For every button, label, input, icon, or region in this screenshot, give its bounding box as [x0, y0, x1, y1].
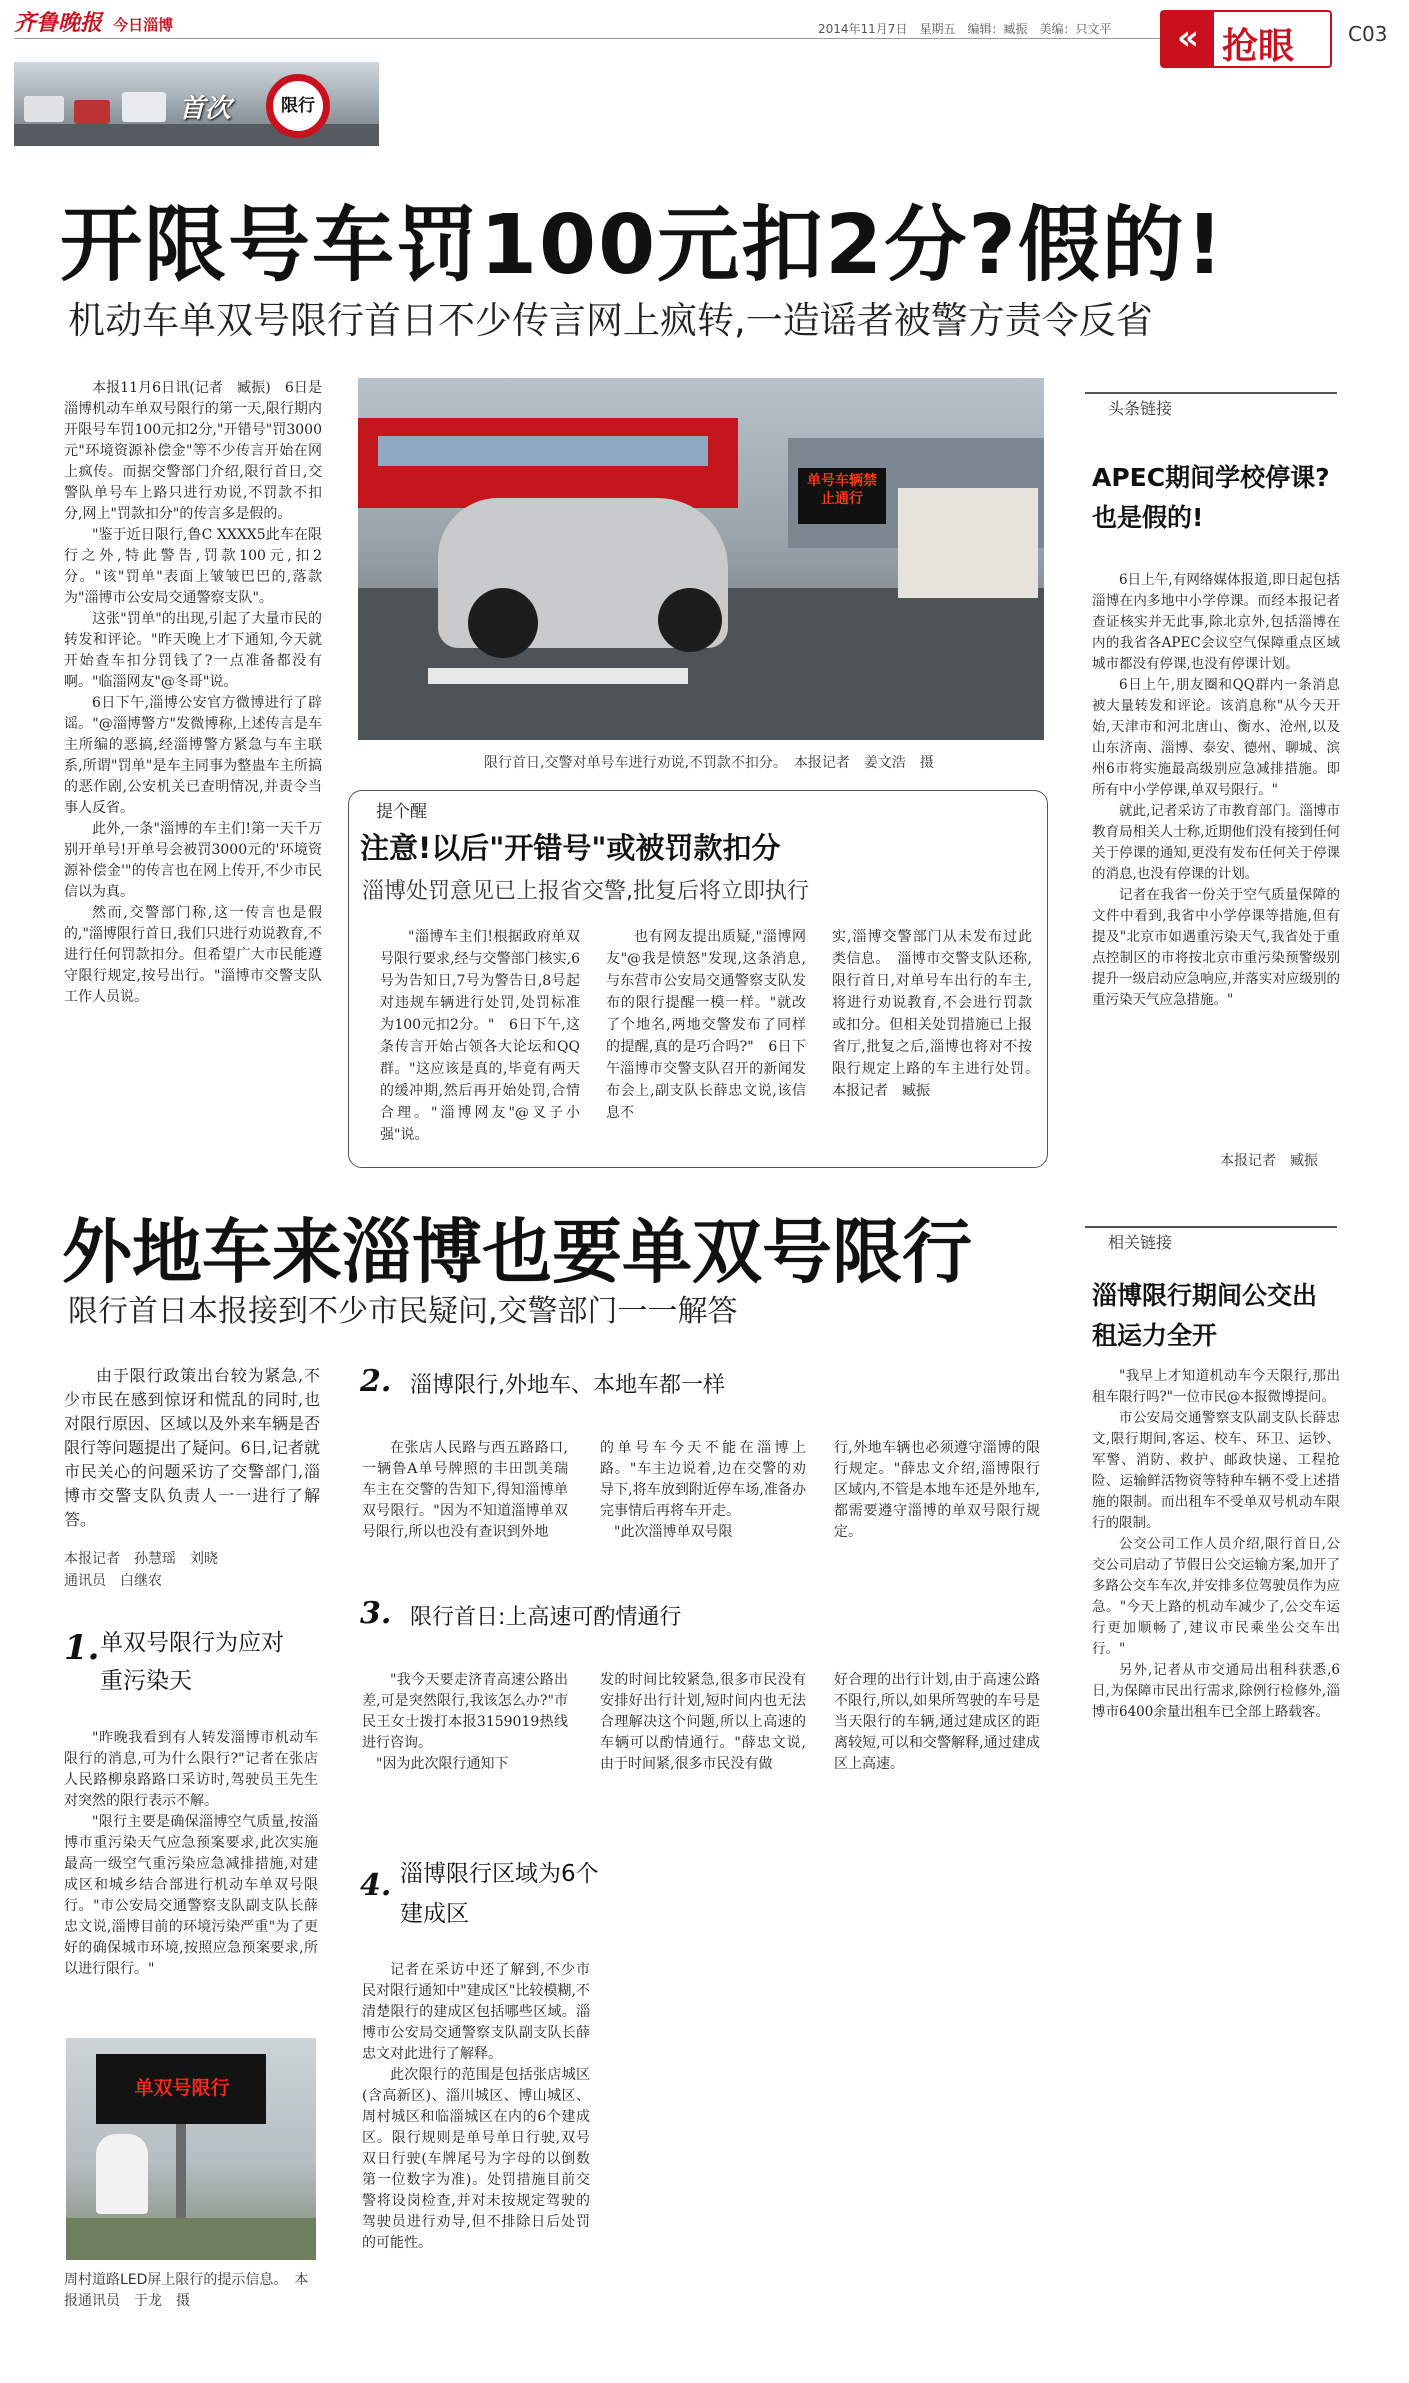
- banner-sign-text: 限行: [281, 96, 315, 116]
- masthead: [14, 6, 184, 40]
- banner-title: 首次: [179, 94, 232, 124]
- side1-paragraph: 6日上午,有网络媒体报道,即日起包括淄博在内多地中小学停课。而经本报记者查证核实并无此事,除北京外,包括淄博在内的我省各APEC会议空气保障重点区域城市都没有停课,也没有停课计划。: [1092, 572, 1340, 672]
- led-photo-caption: 周村道路LED屏上限行的提示信息。 本报通讯员 于龙 摄: [64, 2272, 309, 2309]
- side2-title: 淄博限行期间公交出租运力全开: [1092, 1281, 1318, 1350]
- lead-paragraph: 此外,一条"淄博的车主们!第一天千万别开单号!开单号会被罚3000元的'环境资源补偿金'"的传言也在网上传开,不少市民信以为真。: [64, 821, 322, 900]
- column-tag: [1160, 10, 1332, 68]
- q4-body: [362, 1960, 590, 2254]
- q3-number: 3.: [360, 1596, 392, 1631]
- second-headline: 外地车来淄博也要单双号限行: [62, 1211, 972, 1293]
- second-subhead: 限行首日本报接到不少市民疑问,交警部门一一解答: [68, 1294, 738, 1329]
- side2-paragraph: 公交公司工作人员介绍,限行首日,公交公司启动了节假日公交运输方案,加开了多路公交车车次,并安排多位驾驶员作为应急。"今天上路的机动车减少了,公交车运行更加顺畅了,建议市民乘坐公交车出行。": [1092, 1536, 1340, 1657]
- header-rule: [14, 38, 1164, 39]
- q1-paragraph: "限行主要是确保淄博空气质量,按淄博市重污染天气应急预案要求,此次实施最高一级空气重污染应急减排措施,对建成区和城乡结合部进行机动车单双号限行。"市公安局交通警察支队副支队长薛忠文说,淄博目前的环境污染严重"为了更好的确保城市环境,按照应急预案要求,所以进行限行。": [64, 1814, 318, 1977]
- masthead-logo: 齐鲁晚报: [14, 10, 103, 36]
- reminder-column-1: "淄博车主们!根据政府单双号限行要求,经与交警部门核实,6号为告知日,7号为警告日,8号起对违规车辆进行处罚,处罚标准为100元扣2分。" 6日下午,这条传言开始占领各大论坛和QQ群。"这应该是真的,毕竟有两天的缓冲期,然后再开始处罚,合情合理。"淄博网友"@叉子小强"说。: [380, 929, 580, 1143]
- side1-label: 头条链接: [1108, 399, 1173, 418]
- q1-paragraph: "昨晚我看到有人转发淄博市机动车限行的消息,可为什么限行?"记者在张店人民路柳泉路路口采访时,驾驶员王先生对突然的限行表示不解。: [64, 1730, 318, 1809]
- side1-title: APEC期间学校停课?也是假的!: [1092, 463, 1330, 532]
- lead-photo-caption: 限行首日,交警对单号车进行劝说,不罚款不扣分。 本报记者 姜文浩 摄: [484, 755, 934, 771]
- reminder-tag: 提个醒: [372, 797, 431, 822]
- reminder-column-3: 实,淄博交警部门从未发布过此类信息。 淄博市交警支队还称,限行首日,对单号车出行的车主,将进行劝说教育,不会进行罚款或扣分。但相关处罚措施已上报省厅,批复之后,淄博也将对不按限行规定上路的车主进行处罚。 本报记者 臧振: [832, 929, 1046, 1099]
- q2-number: 2.: [360, 1364, 392, 1399]
- q2-column-1: 在张店人民路与西五路路口,一辆鲁A单号牌照的丰田凯美瑞车主在交警的告知下,得知淄博单双号限行。"因为不知道淄博单双号限行,所以也没有查识到外地: [362, 1440, 568, 1540]
- side2-paragraph: 市公安局交通警察支队副支队长薛忠文,限行期间,客运、校车、环卫、运钞、军警、消防、救护、邮政快递、工程抢险、运输鲜活物资等特种车辆不受上述措施的限制。而出租车不受单双号机动车限行的限制。: [1092, 1410, 1340, 1531]
- q2-column-3: 行,外地车辆也必须遵守淄博的限行规定。"薛忠文介绍,淄博限行区域内,不管是本地车还是外地车,都需要遵守淄博的单双号限行规定。: [834, 1440, 1040, 1540]
- side1-byline: 本报记者 臧振: [1220, 1153, 1318, 1169]
- lead-paragraph: 然而,交警部门称,这一传言也是假的,"淄博限行首日,我们只进行劝说教育,不进行任何罚款扣分。但希望广大市民能遵守限行规定,按号出行。"淄博市交警支队工作人员说。: [64, 905, 322, 1005]
- second-byline: 本报记者 孙慧瑶 刘晓 通讯员 白继农: [64, 1551, 218, 1589]
- reminder-title: 注意!以后"开错号"或被罚款扣分: [360, 831, 781, 865]
- q3-column-3: 好合理的出行计划,由于高速公路不限行,所以,如果所驾驶的车号是当天限行的车辆,通过建成区的距离较短,可以和交警解释,通过建成区上高速。: [834, 1672, 1040, 1772]
- q4-paragraph: 此次限行的范围是包括张店城区(含高新区)、淄川城区、博山城区、周村城区和临淄城区在内的6个建成区。限行规则是单号单日行驶,双号双日行驶(车牌尾号为字母的以倒数第一位数字为准)。处罚措施目前交警将设岗检查,并对未按规定驾驶的驾驶员进行劝导,但不排除日后处罚的可能性。: [362, 2067, 590, 2251]
- side1-paragraph: 就此,记者采访了市教育部门。淄博市教育局相关人士称,近期他们没有接到任何关于停课的通知,更没有发布任何关于停课的消息,也没有停课的计划。: [1092, 803, 1340, 882]
- q4-paragraph: 记者在采访中还了解到,不少市民对限行通知中"建成区"比较模糊,不清楚限行的建成区包括哪些区域。淄博市公安局交通警察支队副支队长薛忠文对此进行了解释。: [362, 1962, 590, 2062]
- q3-column-1: "我今天要走济青高速公路出差,可是突然限行,我该怎么办?"市民王女士拨打本报3159019热线进行咨询。 "因为此次限行通知下: [362, 1672, 568, 1772]
- banner-photo: [14, 62, 379, 146]
- second-intro: 由于限行政策出台较为紧急,不少市民在感到惊讶和慌乱的同时,也对限行原因、区域以及外来车辆是否限行等问题提出了疑问。6日,记者就市民关心的问题采访了交警部门,淄博市交警支队负责人一一进行了解答。: [64, 1366, 321, 1529]
- lead-paragraph: 这张"罚单"的出现,引起了大量市民的转发和评论。"昨天晚上才下通知,今天就开始查车扣分罚钱了?一点准备都没有啊。"临淄网友"@冬哥"说。: [64, 611, 322, 690]
- q2-column-2: 的单号车今天不能在淄博上路。"车主边说着,边在交警的劝导下,将车放到附近停车场,准备办完事情后再将车开走。 "此次淄博单双号限: [600, 1440, 806, 1540]
- q1-body: [64, 1728, 318, 1980]
- side2-label: 相关链接: [1108, 1233, 1173, 1252]
- photo-led-sign: 单号车辆禁止通行: [798, 468, 886, 524]
- q4-number: 4.: [360, 1868, 392, 1903]
- q1-title: 单双号限行为应对重污染天: [100, 1630, 284, 1694]
- reminder-column-2: 也有网友提出质疑,"淄博网友"@我是愤怒"发现,这条消息,与东营市公安局交通警察支队发布的限行提醒一模一样。"就改了个地名,两地交警发布了同样的提醒,真的是巧合吗?" 6日下午淄博市交警支队召开的新闻发布会上,副支队长薛忠文说,该信息不: [606, 929, 806, 1121]
- lead-paragraph: 本报11月6日讯(记者 臧振) 6日是淄博机动车单双号限行的第一天,限行期内开限号车罚100元扣2分,"开错号"罚3000元"环境资源补偿金"等不少传言开始在网上疯传。而据交警部门介绍,限行首日,交警队单号车上路只进行劝说,不罚款不扣分,网上"罚款扣分"的传言多是假的。: [64, 380, 322, 522]
- q3-title: 限行首日:上高速可酌情通行: [410, 1605, 682, 1630]
- side2-label-rule: [1085, 1226, 1337, 1228]
- lead-column-1: [64, 378, 322, 1008]
- lead-headline: 开限号车罚100元扣2分?假的!: [60, 198, 1226, 293]
- side2-paragraph: 另外,记者从市交通局出租科获悉,6日,为保障市民出行需求,除例行检修外,淄博市6400余量出租车已全部上路载客。: [1092, 1662, 1340, 1720]
- no-entry-sign-icon: [266, 74, 330, 138]
- lead-subhead: 机动车单双号限行首日不少传言网上疯转,一造谣者被警方责令反省: [68, 299, 1153, 342]
- q4-title: 淄博限行区域为6个建成区: [400, 1861, 599, 1927]
- date-line: 2014年11月7日 星期五 编辑：臧振 美编：只文平: [818, 22, 1112, 36]
- lead-photo: [358, 378, 1044, 740]
- led-screen-text: 单双号限行: [134, 2077, 230, 2099]
- page-number: C03: [1348, 22, 1388, 46]
- side1-paragraph: 记者在我省一份关于空气质量保障的文件中看到,我省中小学停课等措施,但有提及"北京市如遇重污染天气,我省处于重点控制区的市将按北京市重污染预警级别提升一级启动应急响应,并落实对应级别的重污染天气应急措施。": [1092, 887, 1340, 1008]
- lead-paragraph: 6日下午,淄博公安官方微博进行了辟谣。"@淄博警方"发微博称,上述传言是车主所编的恶搞,经淄博警方紧急与车主联系,所谓"罚单"是车主同事为整蛊车主所搞的恶作剧,公安机关已查明情况,并责令当事人反省。: [64, 695, 322, 816]
- side1-paragraph: 6日上午,朋友圈和QQ群内一条消息被大量转发和评论。该消息称"从今天开始,天津市和河北唐山、衡水、沧州,以及山东济南、淄博、泰安、德州、聊城、滨州6市将实施最高级别应急减排措施。即所有中小学停课,单双号限行。": [1092, 677, 1340, 798]
- side1-body: [1092, 570, 1340, 1011]
- side2-body: [1092, 1366, 1340, 1723]
- column-name: 抢眼: [1222, 26, 1295, 67]
- q3-column-2: 发的时间比较紧急,很多市民没有安排好出行计划,短时间内也无法合理解决这个问题,所以上高速的车辆可以酌情通行。"薛忠文说,由于时间紧,很多市民没有做: [600, 1672, 806, 1772]
- section-name: 今日淄博: [113, 16, 174, 34]
- lead-paragraph: "鉴于近日限行,鲁C XXXX5此车在限行之外,特此警告,罚款100元,扣2分。"该"罚单"表面上皱皱巴巴的,落款为"淄博市公安局交通警察支队"。: [64, 527, 322, 606]
- q1-number: 1.: [64, 1628, 100, 1668]
- side2-paragraph: "我早上才知道机动车今天限行,那出租车限行吗?"一位市民@本报微博提问。: [1092, 1368, 1340, 1405]
- side1-label-rule: [1085, 392, 1337, 394]
- reminder-subtitle: 淄博处罚意见已上报省交警,批复后将立即执行: [362, 879, 809, 904]
- column-chevron-icon: «: [1162, 12, 1214, 66]
- q2-title: 淄博限行,外地车、本地车都一样: [410, 1373, 725, 1398]
- led-screen-photo: [66, 2038, 316, 2260]
